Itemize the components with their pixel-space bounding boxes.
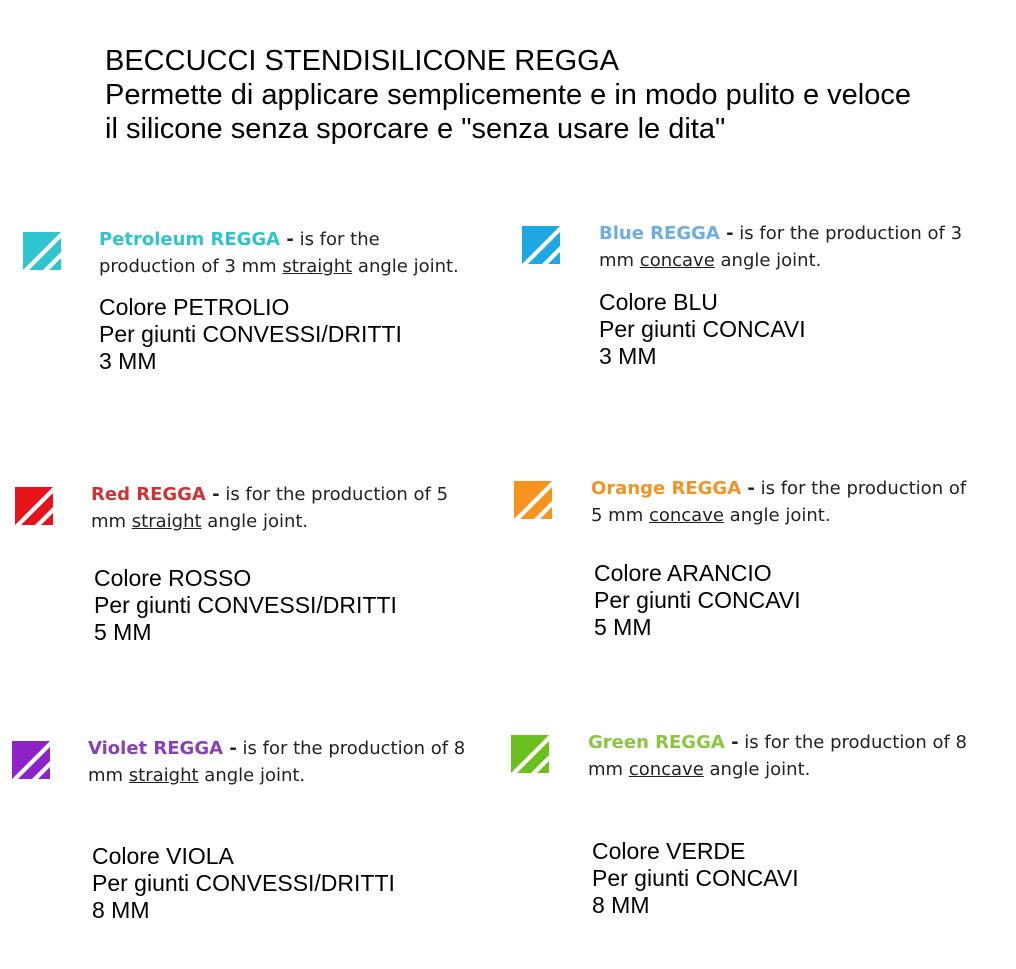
- spec-color: Colore VERDE: [592, 838, 746, 864]
- joint-type: straight: [131, 511, 202, 532]
- swatch-red-icon: [15, 487, 53, 525]
- header-title: BECCUCCI STENDISILICONE REGGA: [105, 45, 620, 77]
- joint-type: concave: [648, 505, 724, 526]
- product-name: Red REGGA: [91, 484, 206, 505]
- spec-size: 5 MM: [594, 614, 652, 640]
- spec-joint: Per giunti CONVESSI/DRITTI: [94, 592, 397, 618]
- product-name: Green REGGA: [588, 732, 725, 753]
- product-description: Petroleum REGGA - is for the production of 3 mm straight angle joint.: [99, 229, 459, 277]
- spec-color: Colore VIOLA: [92, 843, 234, 869]
- spec-size: 3 MM: [599, 343, 657, 369]
- product-specs: [594, 560, 801, 641]
- product-description: Violet REGGA - is for the production of 8 mm straight angle joint.: [88, 738, 466, 786]
- joint-type: concave: [639, 250, 715, 271]
- spec-joint: Per giunti CONCAVI: [599, 316, 806, 342]
- swatch-green-icon: [511, 735, 549, 773]
- page-header: [105, 44, 911, 146]
- header-subtitle-line2: il silicone senza sporcare e "senza usare le dita": [105, 113, 726, 145]
- product-specs: [94, 565, 397, 646]
- swatch-orange-icon: [514, 481, 552, 519]
- product-name: Violet REGGA: [88, 738, 224, 759]
- product-description: Green REGGA - is for the production of 8 mm concave angle joint.: [588, 732, 968, 780]
- product-specs: [592, 838, 799, 919]
- product-name: Orange REGGA: [591, 478, 742, 499]
- spec-size: 5 MM: [94, 619, 152, 645]
- spec-joint: Per giunti CONCAVI: [592, 865, 799, 891]
- spec-joint: Per giunti CONVESSI/DRITTI: [99, 321, 402, 347]
- product-specs: [92, 843, 395, 924]
- spec-size: 3 MM: [99, 348, 157, 374]
- swatch-violet-icon: [12, 741, 50, 779]
- product-description: Orange REGGA - is for the production of 5 mm concave angle joint.: [591, 478, 967, 526]
- product-name: Blue REGGA: [599, 223, 720, 244]
- header-subtitle-line1: Permette di applicare semplicemente e in modo pulito e veloce: [105, 79, 911, 111]
- spec-size: 8 MM: [92, 897, 150, 923]
- product-description: Blue REGGA - is for the production of 3 mm concave angle joint.: [599, 223, 963, 271]
- spec-joint: Per giunti CONVESSI/DRITTI: [92, 870, 395, 896]
- spec-color: Colore BLU: [599, 289, 718, 315]
- joint-type: straight: [282, 256, 353, 277]
- joint-type: straight: [128, 765, 199, 786]
- swatch-blue-icon: [522, 226, 560, 264]
- spec-color: Colore ROSSO: [94, 565, 252, 591]
- spec-size: 8 MM: [592, 892, 650, 918]
- product-name: Petroleum REGGA: [99, 229, 281, 250]
- spec-joint: Per giunti CONCAVI: [594, 587, 801, 613]
- swatch-petroleum-icon: [23, 232, 61, 270]
- spec-color: Colore PETROLIO: [99, 294, 290, 320]
- spec-color: Colore ARANCIO: [594, 560, 772, 586]
- joint-type: concave: [628, 759, 704, 780]
- product-specs: [599, 289, 806, 370]
- product-description: Red REGGA - is for the production of 5 mm straight angle joint.: [91, 484, 449, 532]
- product-specs: [99, 294, 402, 375]
